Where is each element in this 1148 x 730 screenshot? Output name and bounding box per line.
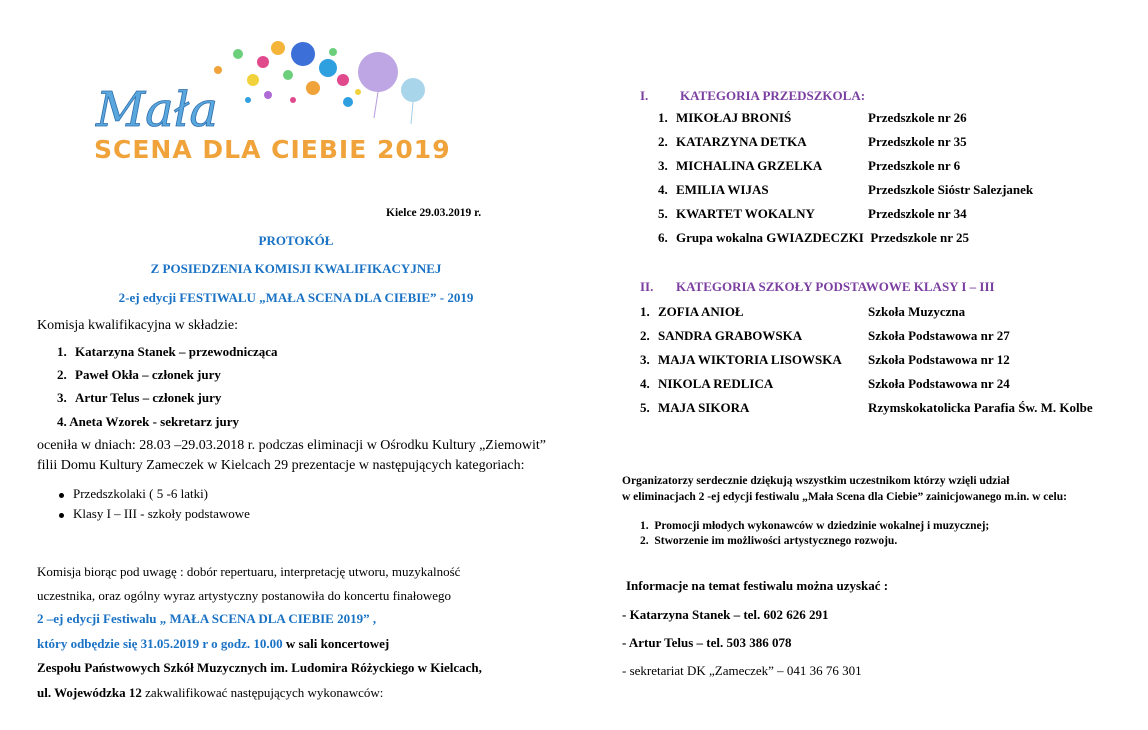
list-item: 2. SANDRA GRABOWSKA bbox=[640, 328, 803, 343]
list-item: 4. EMILIA WIJAS bbox=[658, 182, 769, 197]
place-date: Kielce 29.03.2019 r. bbox=[386, 207, 482, 219]
logo-subtitle-text: SCENA DLA CIEBIE 2019 bbox=[94, 135, 451, 164]
evaluation-text-2: filii Domu Kultury Zameczek w Kielcach 29 prezentacje w następujących kategoriach: bbox=[37, 458, 525, 473]
list-item: 5. MAJA SIKORA bbox=[640, 400, 750, 415]
list-item-school: Przedszkole nr 6 bbox=[868, 158, 961, 173]
commission-intro: Komisja kwalifikacyjna w składzie: bbox=[37, 318, 238, 333]
list-item-school: Przedszkole Sióstr Salezjanek bbox=[868, 182, 1034, 197]
list-item: 1. ZOFIA ANIOŁ bbox=[640, 304, 744, 319]
list-item: 4. NIKOLA REDLICA bbox=[640, 376, 774, 391]
list-item-school: Szkoła Podstawowa nr 27 bbox=[868, 328, 1010, 343]
category-item: Przedszkolaki ( 5 -6 latki) bbox=[73, 486, 209, 501]
contact-item: - Artur Telus – tel. 503 386 078 bbox=[622, 635, 792, 650]
final-concert-title: 2 –ej edycji Festiwalu „ MAŁA SCENA DLA CIEBIE 2019” , bbox=[37, 611, 377, 626]
list-item-school: Przedszkole nr 26 bbox=[868, 110, 967, 125]
contact-item: - sekretariat DK „Zameczek” – 041 36 76 301 bbox=[622, 663, 862, 678]
list-item: 2. KATARZYNA DETKA bbox=[658, 134, 807, 149]
balloons-decoration bbox=[214, 41, 425, 124]
jury-item: 3. Artur Telus – członek jury bbox=[57, 390, 222, 405]
thanks-text-2: w eliminacjach 2 -ej edycji festiwalu „Mała Scena dla Ciebie” zainicjowanego m.in. w celu: bbox=[622, 491, 1067, 503]
category-2-title: KATEGORIA SZKOŁY PODSTAWOWE KLASY I – III bbox=[676, 279, 995, 294]
thanks-text-1: Organizatorzy serdecznie dziękują wszystkim uczestnikom którzy wzięli udział bbox=[622, 475, 1010, 487]
list-item: 5. KWARTET WOKALNY bbox=[658, 206, 815, 221]
list-item: 1. MIKOŁAJ BRONIŚ bbox=[658, 110, 792, 125]
list-item-school: Szkoła Podstawowa nr 12 bbox=[868, 352, 1010, 367]
jury-item: 1. Katarzyna Stanek – przewodnicząca bbox=[57, 344, 278, 359]
list-item: 6. Grupa wokalna GWIAZDECZKI Przedszkole nr 25 bbox=[658, 230, 970, 245]
list-item-school: Rzymskokatolicka Parafia Św. M. Kolbe bbox=[868, 400, 1093, 415]
document-title: PROTOKÓŁ bbox=[258, 233, 334, 248]
evaluation-text-1: oceniła w dniach: 28.03 –29.03.2018 r. podczas eliminacji w Ośrodku Kultury „Ziemowit” bbox=[37, 438, 546, 453]
contact-item: - Katarzyna Stanek – tel. 602 626 291 bbox=[622, 607, 829, 622]
list-item-school: Przedszkole nr 35 bbox=[868, 134, 967, 149]
decision-text-2: uczestnika, oraz ogólny wyraz artystyczny postanowiła do koncertu finałowego bbox=[37, 588, 452, 603]
category-item: Klasy I – III - szkoły podstawowe bbox=[73, 506, 250, 521]
category-1-title: KATEGORIA PRZEDSZKOLA: bbox=[680, 88, 866, 103]
bullet-icon bbox=[59, 493, 64, 498]
goal-item: 1. Promocji młodych wykonawców w dziedzinie wokalnej i muzycznej; bbox=[640, 520, 990, 532]
jury-item: 2. Paweł Okła – członek jury bbox=[57, 367, 221, 382]
info-title: Informacje na temat festiwalu można uzyskać : bbox=[626, 578, 889, 593]
final-concert-date: który odbędzie się 31.05.2019 r o godz. 10.00 w sali koncertowej bbox=[37, 636, 390, 651]
jury-item: 4. Aneta Wzorek - sekretarz jury bbox=[57, 414, 239, 429]
logo-mala-text: Mała bbox=[96, 82, 218, 138]
list-item-school: Szkoła Muzyczna bbox=[868, 304, 966, 319]
final-concert-venue: Zespołu Państwowych Szkół Muzycznych im. Ludomira Różyckiego w Kielcach, bbox=[37, 660, 482, 675]
list-item-school: Szkoła Podstawowa nr 24 bbox=[868, 376, 1010, 391]
bullet-icon bbox=[59, 513, 64, 518]
festival-logo bbox=[88, 40, 528, 170]
list-item: 3. MICHALINA GRZELKA bbox=[658, 158, 823, 173]
category-2-roman: II. bbox=[640, 279, 654, 294]
decision-text-1: Komisja biorąc pod uwagę : dobór repertuaru, interpretację utworu, muzykalność bbox=[37, 564, 461, 579]
final-concert-address: ul. Wojewódzka 12 zakwalifikować następujących wykonawców: bbox=[37, 685, 384, 700]
edition-title: 2-ej edycji FESTIWALU „MAŁA SCENA DLA CIEBIE” - 2019 bbox=[118, 290, 474, 305]
list-item-school: Przedszkole nr 34 bbox=[868, 206, 967, 221]
goal-item: 2. Stworzenie im możliwości artystycznego rozwoju. bbox=[640, 535, 898, 547]
list-item: 3. MAJA WIKTORIA LISOWSKA bbox=[640, 352, 842, 367]
category-1-roman: I. bbox=[640, 88, 649, 103]
document-subtitle: Z POSIEDZENIA KOMISJI KWALIFIKACYJNEJ bbox=[150, 261, 442, 276]
